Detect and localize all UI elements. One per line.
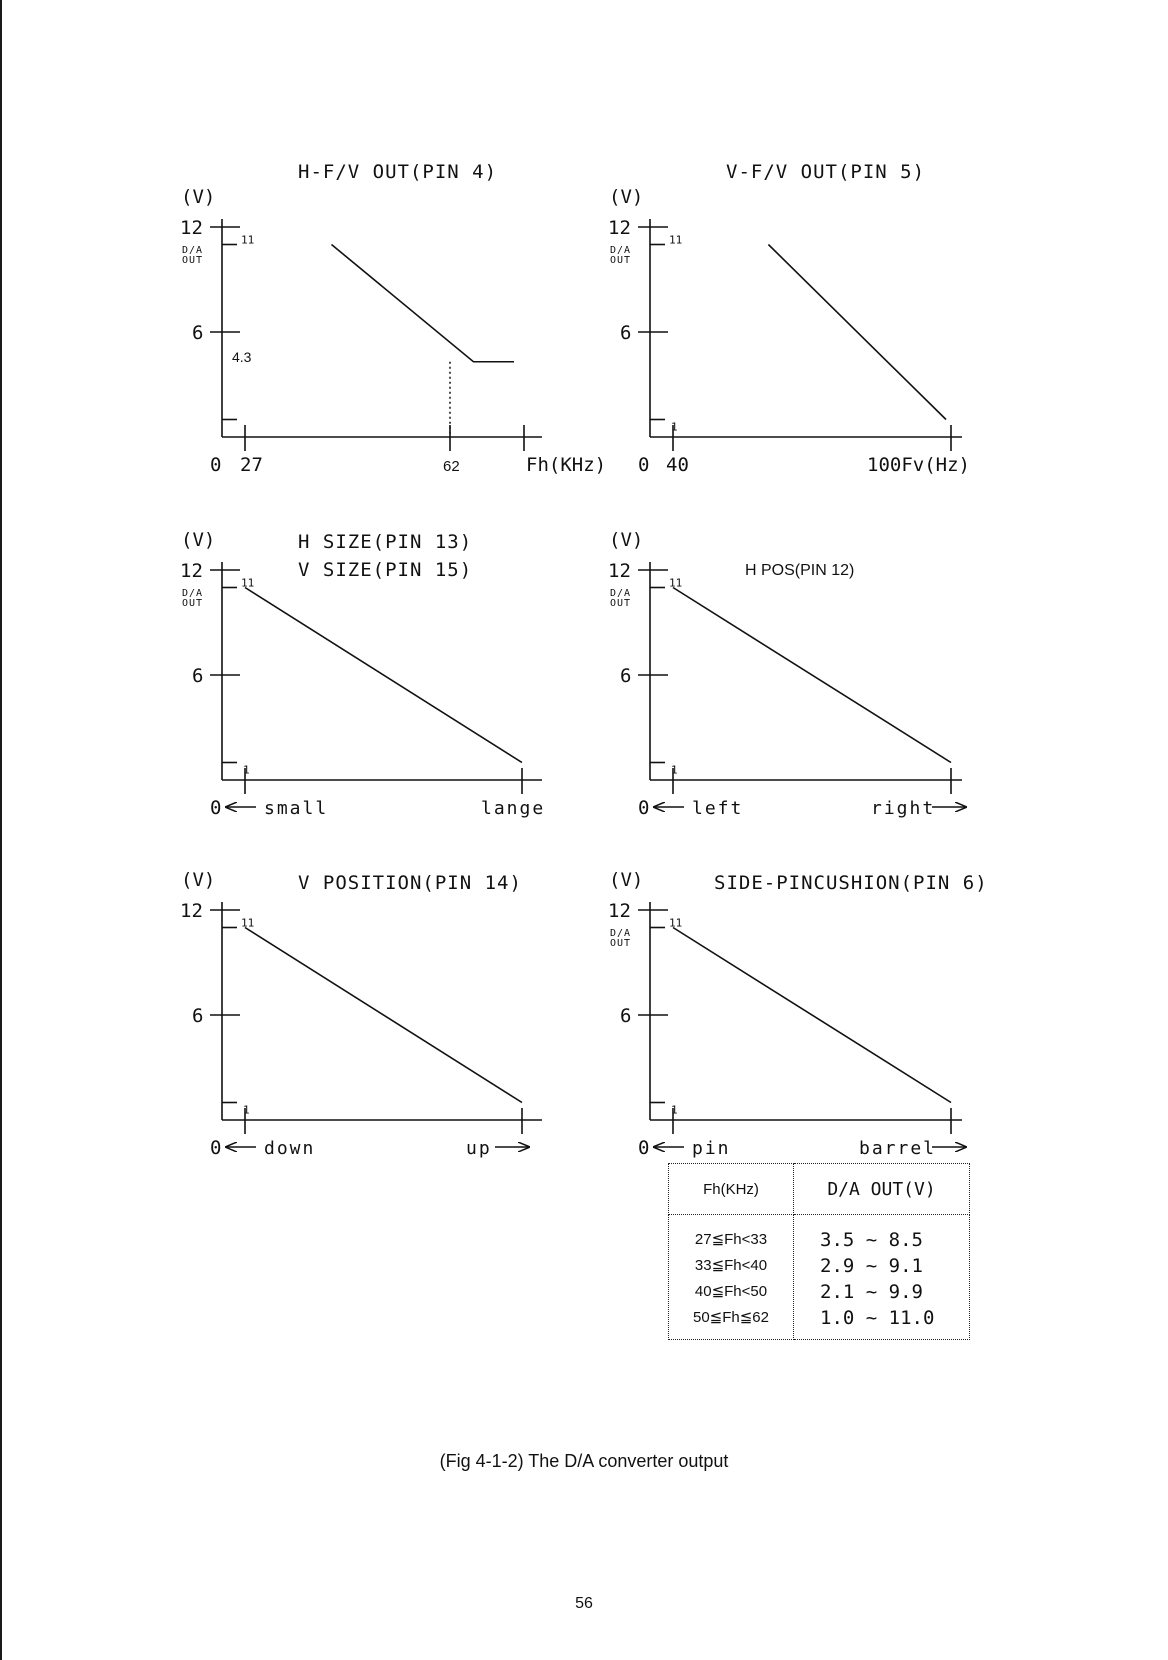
level-1-label: 1 xyxy=(243,763,250,777)
y-tick-label: 6 xyxy=(192,322,204,344)
y-tick-label: 6 xyxy=(620,665,632,687)
chart-title: V SIZE(PIN 15) xyxy=(298,559,473,581)
x-start-label: down xyxy=(264,1138,316,1159)
table-header-row xyxy=(669,1164,970,1215)
level-11-label: 11 xyxy=(241,576,255,590)
side-label: OUT xyxy=(182,598,204,609)
x-tick-label: 27 xyxy=(240,454,263,476)
series-line xyxy=(673,588,951,763)
level-11-label: 11 xyxy=(669,916,683,930)
side-label: D/A xyxy=(610,928,632,939)
series-line xyxy=(768,245,946,420)
y-tick-label: 6 xyxy=(192,1005,204,1027)
x-origin-label: 0 xyxy=(210,454,222,476)
level-11-label: 11 xyxy=(241,233,255,247)
y-axis-unit-label: (V) xyxy=(609,529,644,551)
fh-range: 33≦Fh<40 xyxy=(694,1257,768,1274)
y-axis-unit-label: (V) xyxy=(181,869,216,891)
level-1-label: 1 xyxy=(243,1103,250,1117)
y-tick-label: 6 xyxy=(192,665,204,687)
table-header-fh: Fh(KHz) xyxy=(669,1164,794,1215)
chart-title: SIDE-PINCUSHION(PIN 6) xyxy=(714,872,988,894)
level-11-label: 11 xyxy=(669,576,683,590)
level-1-label: 1 xyxy=(671,1103,678,1117)
fh-range-cell xyxy=(669,1215,794,1340)
x-origin-label: 0 xyxy=(638,1137,650,1159)
series-line xyxy=(673,928,951,1103)
fh-range: 27≦Fh<33 xyxy=(694,1231,768,1248)
side-label: D/A xyxy=(610,245,632,256)
side-label: D/A xyxy=(182,245,204,256)
level-11-label: 11 xyxy=(669,233,683,247)
figure-caption: (Fig 4-1-2) The D/A converter output xyxy=(439,1451,729,1471)
x-origin-label: 0 xyxy=(638,797,650,819)
x-end-label: barrel xyxy=(859,1138,937,1159)
side-label: D/A xyxy=(182,588,204,599)
y-tick-label: 6 xyxy=(620,1005,632,1027)
series-line xyxy=(332,245,515,362)
da-out-range: 1.0 ~ 11.0 xyxy=(820,1307,935,1329)
x-end-label: up xyxy=(466,1138,492,1159)
x-start-label: left xyxy=(692,798,744,819)
x-origin-label: 0 xyxy=(210,797,222,819)
level-11-label: 11 xyxy=(241,916,255,930)
x-tick-label: 62 xyxy=(443,458,460,475)
y-tick-label: 12 xyxy=(180,217,203,239)
y-tick-label: 12 xyxy=(608,560,631,582)
x-start-label: small xyxy=(264,798,329,819)
x-axis-unit-label: Fh(KHz) xyxy=(526,454,607,476)
side-label: OUT xyxy=(610,598,632,609)
chart-title: H POS(PIN 12) xyxy=(745,562,855,579)
side-label: D/A xyxy=(610,588,632,599)
x-tick-label: 100Fv(Hz) xyxy=(867,454,970,476)
da-out-range-cell xyxy=(794,1215,970,1340)
level-1-label: 1 xyxy=(671,420,678,434)
da-out-range: 3.5 ~ 8.5 xyxy=(820,1229,923,1251)
x-tick-label: 40 xyxy=(666,454,689,476)
fh-range: 40≦Fh<50 xyxy=(694,1283,768,1300)
chart-title: H-F/V OUT(PIN 4) xyxy=(298,161,498,183)
y-axis-unit-label: (V) xyxy=(181,529,216,551)
x-end-label: right xyxy=(871,798,936,819)
y-tick-label: 12 xyxy=(608,900,631,922)
series-line xyxy=(245,588,522,763)
side-label: OUT xyxy=(610,938,632,949)
x-end-label: lange xyxy=(481,798,546,819)
chart-title: H SIZE(PIN 13) xyxy=(298,531,473,553)
y-tick-label: 12 xyxy=(180,560,203,582)
x-start-label: pin xyxy=(692,1138,731,1159)
table-row xyxy=(669,1215,970,1340)
da-out-range: 2.1 ~ 9.9 xyxy=(820,1281,923,1303)
chart-title: V POSITION(PIN 14) xyxy=(298,872,522,894)
x-origin-label: 0 xyxy=(210,1137,222,1159)
x-origin-label: 0 xyxy=(638,454,650,476)
y-axis-unit-label: (V) xyxy=(181,186,216,208)
y-tick-label: 12 xyxy=(180,900,203,922)
table-header-da-out: D/A OUT(V) xyxy=(794,1164,970,1215)
side-label: OUT xyxy=(182,255,204,266)
y-axis-unit-label: (V) xyxy=(609,186,644,208)
chart-title: V-F/V OUT(PIN 5) xyxy=(726,161,926,183)
page-number: 56 xyxy=(575,1595,593,1612)
y-tick-label: 6 xyxy=(620,322,632,344)
annotation-label: 4.3 xyxy=(232,349,252,365)
da-out-range: 2.9 ~ 9.1 xyxy=(820,1255,923,1277)
fh-range: 50≦Fh≦62 xyxy=(692,1309,769,1326)
y-axis-unit-label: (V) xyxy=(609,869,644,891)
level-1-label: 1 xyxy=(671,763,678,777)
series-line xyxy=(245,928,522,1103)
side-label: OUT xyxy=(610,255,632,266)
y-tick-label: 12 xyxy=(608,217,631,239)
da-output-table xyxy=(668,1163,970,1340)
